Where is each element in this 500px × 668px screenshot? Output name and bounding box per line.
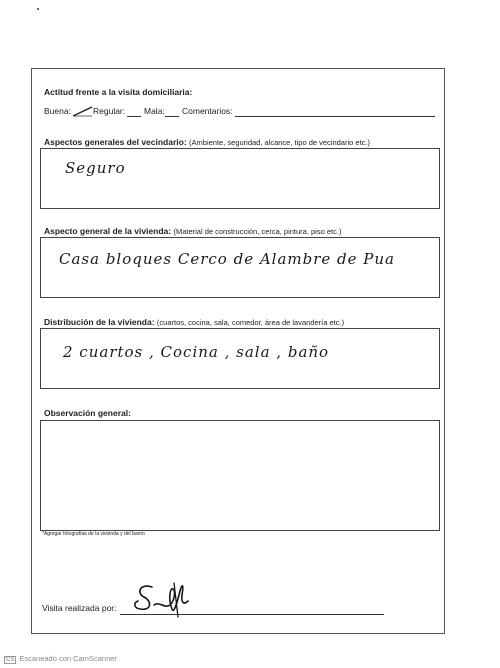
- attitude-heading: Actitud frente a la visita domiciliaria:: [44, 87, 193, 97]
- housing-heading: Aspecto general de la vivienda: (Material de construcción, cerca, pintura, piso etc.): [44, 226, 342, 236]
- attitude-buena-label: Buena:: [44, 106, 71, 116]
- scanner-watermark: [4, 654, 117, 664]
- neighborhood-heading: Aspectos generales del vecindario: (Ambiente, seguridad, alcance, tipo de vecindario etc.): [44, 137, 370, 147]
- camscanner-logo: CS: [6, 657, 15, 663]
- scanner-text: Escaneado con CamScanner: [19, 654, 117, 663]
- visit-by-label: Visita realizada por:: [42, 603, 117, 613]
- attitude-mala-line[interactable]: [165, 116, 179, 117]
- housing-hint: (Material de construcción, cerca, pintura, piso etc.): [173, 227, 342, 236]
- attitude-regular-line[interactable]: [127, 116, 141, 117]
- distribution-heading: Distribución de la vivienda: (cuartos, cocina, sala, comedor, área de lavandería etc.): [44, 317, 345, 327]
- observation-heading: Observación general:: [44, 408, 131, 418]
- checkmark-icon: [72, 105, 94, 117]
- signature-image: [130, 579, 192, 623]
- observation-box[interactable]: [40, 420, 440, 531]
- home-visit-form: [31, 68, 445, 634]
- distribution-answer: 2 cuartos , Cocina , sala , baño: [63, 343, 330, 361]
- neighborhood-answer: Seguro: [65, 159, 126, 177]
- neighborhood-hint: (Ambiente, seguridad, alcance, tipo de vecindario etc.): [189, 138, 370, 147]
- distribution-hint: (cuartos, cocina, sala, comedor, área de lavandería etc.): [156, 318, 345, 327]
- distribution-box[interactable]: [40, 328, 440, 389]
- housing-box[interactable]: [40, 237, 440, 298]
- attitude-comments-label: Comentarios:: [182, 106, 233, 116]
- photos-note: *Agregar fotografías de la vivienda y del barrio: [42, 531, 145, 537]
- attitude-mala-label: Mala:: [144, 106, 165, 116]
- attitude-comments-line[interactable]: [235, 116, 435, 117]
- housing-answer: Casa bloques Cerco de Alambre de Pua: [59, 250, 395, 268]
- neighborhood-box[interactable]: [40, 148, 440, 209]
- scan-speck: [37, 8, 39, 10]
- attitude-regular-label: Regular:: [93, 106, 126, 116]
